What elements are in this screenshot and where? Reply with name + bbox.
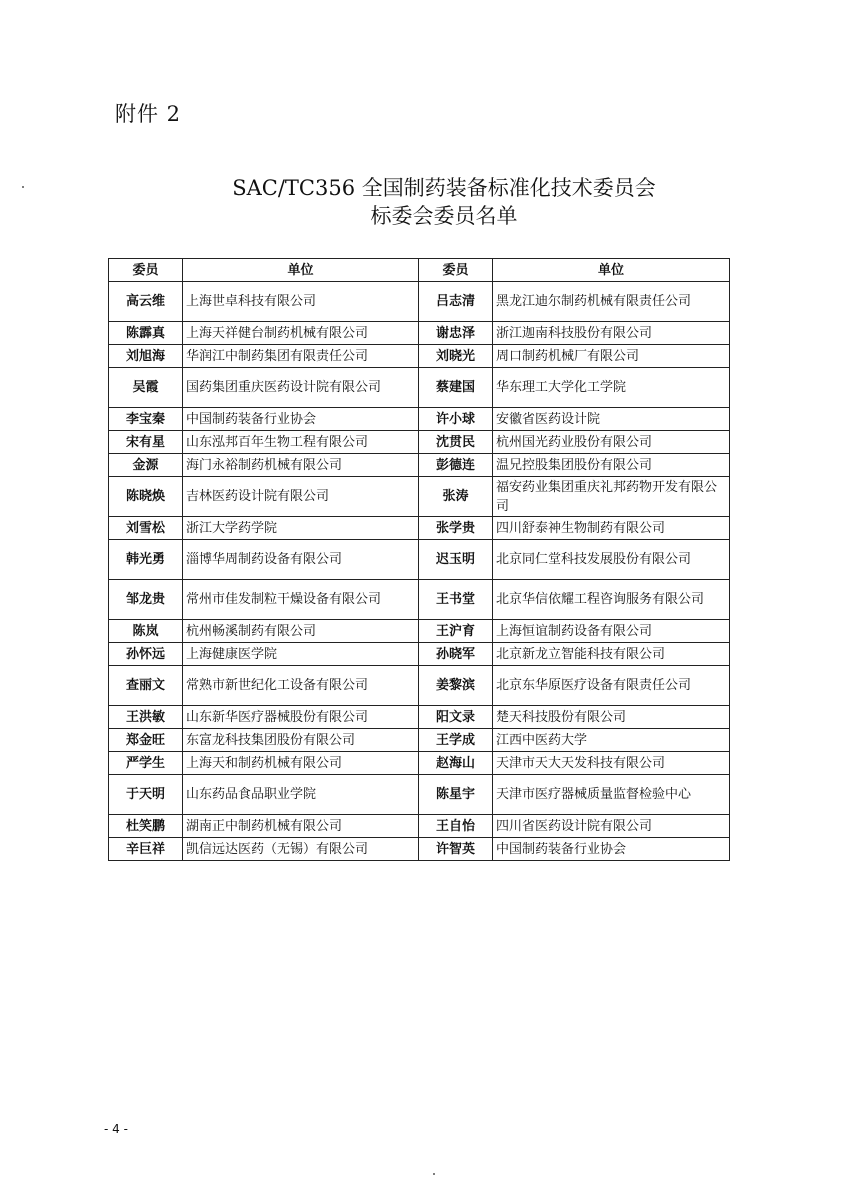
scan-speck: [433, 1173, 435, 1175]
table-row: [109, 540, 730, 580]
table-row: [109, 666, 730, 706]
member-name: 刘旭海: [109, 345, 183, 368]
member-name: 蔡建国: [419, 368, 493, 408]
member-name: 王洪敏: [109, 706, 183, 729]
member-name: 严学生: [109, 752, 183, 775]
member-name: 吕志清: [419, 282, 493, 322]
member-unit: 华润江中制药集团有限责任公司: [183, 345, 419, 368]
table-row: [109, 322, 730, 345]
member-unit: 温兄控股集团股份有限公司: [493, 454, 730, 477]
member-unit: 安徽省医药设计院: [493, 408, 730, 431]
member-unit: 常州市佳发制粒干燥设备有限公司: [183, 580, 419, 620]
member-name: 赵海山: [419, 752, 493, 775]
member-unit: 浙江大学药学院: [183, 517, 419, 540]
table-row: [109, 431, 730, 454]
member-name: 迟玉明: [419, 540, 493, 580]
member-name: 邹龙贵: [109, 580, 183, 620]
member-unit: 东富龙科技集团股份有限公司: [183, 729, 419, 752]
member-name: 宋有星: [109, 431, 183, 454]
member-name: 阳文录: [419, 706, 493, 729]
member-name: 孙怀远: [109, 643, 183, 666]
member-name: 李宝秦: [109, 408, 183, 431]
page-number: - 4 -: [104, 1122, 128, 1136]
table-row: [109, 729, 730, 752]
table-row: [109, 368, 730, 408]
member-unit: 北京东华原医疗设备有限责任公司: [493, 666, 730, 706]
table-row: [109, 282, 730, 322]
member-name: 陈岚: [109, 620, 183, 643]
member-name: 刘雪松: [109, 517, 183, 540]
table-row: [109, 408, 730, 431]
member-name: 吴霞: [109, 368, 183, 408]
member-unit: 上海健康医学院: [183, 643, 419, 666]
member-unit: 周口制药机械厂有限公司: [493, 345, 730, 368]
member-unit: 浙江迦南科技股份有限公司: [493, 322, 730, 345]
member-unit: 天津市天大天发科技有限公司: [493, 752, 730, 775]
member-name: 姜黎滨: [419, 666, 493, 706]
member-unit: 上海天祥健台制药机械有限公司: [183, 322, 419, 345]
header-member-2: 委员: [419, 259, 493, 282]
table-row: [109, 345, 730, 368]
member-unit: 吉林医药设计院有限公司: [183, 477, 419, 517]
attachment-label: 附件 2: [115, 102, 182, 126]
member-name: 张涛: [419, 477, 493, 517]
member-name: 陈霹真: [109, 322, 183, 345]
member-name: 杜笑鹏: [109, 815, 183, 838]
member-name: 王沪育: [419, 620, 493, 643]
member-name: 韩光勇: [109, 540, 183, 580]
member-unit: 湖南正中制药机械有限公司: [183, 815, 419, 838]
title-line-2: 标委会委员名单: [370, 204, 518, 228]
member-unit: 北京华信依耀工程咨询服务有限公司: [493, 580, 730, 620]
member-unit: 上海天和制药机械有限公司: [183, 752, 419, 775]
member-name: 陈晓焕: [109, 477, 183, 517]
member-name: 彭德连: [419, 454, 493, 477]
member-name: 刘晓光: [419, 345, 493, 368]
member-name: 辛巨祥: [109, 838, 183, 861]
header-member-1: 委员: [109, 259, 183, 282]
member-unit: 黑龙江迪尔制药机械有限责任公司: [493, 282, 730, 322]
table-header-row: [109, 259, 730, 282]
table-row: [109, 815, 730, 838]
member-unit: 杭州畅溪制药有限公司: [183, 620, 419, 643]
member-unit: 中国制药装备行业协会: [183, 408, 419, 431]
member-name: 谢忠泽: [419, 322, 493, 345]
member-unit: 淄博华周制药设备有限公司: [183, 540, 419, 580]
header-unit-2: 单位: [493, 259, 730, 282]
member-name: 张学贵: [419, 517, 493, 540]
table-row: [109, 706, 730, 729]
member-unit: 北京新龙立智能科技有限公司: [493, 643, 730, 666]
table-row: [109, 517, 730, 540]
member-unit: 杭州国光药业股份有限公司: [493, 431, 730, 454]
table-row: [109, 454, 730, 477]
table-row: [109, 752, 730, 775]
member-name: 许小球: [419, 408, 493, 431]
table-row: [109, 643, 730, 666]
member-name: 郑金旺: [109, 729, 183, 752]
member-unit: 山东药品食品职业学院: [183, 775, 419, 815]
member-name: 高云维: [109, 282, 183, 322]
member-unit: 海门永裕制药机械有限公司: [183, 454, 419, 477]
table-row: [109, 775, 730, 815]
member-name: 孙晓军: [419, 643, 493, 666]
member-name: 王自怡: [419, 815, 493, 838]
member-unit: 常熟市新世纪化工设备有限公司: [183, 666, 419, 706]
member-unit: 福安药业集团重庆礼邦药物开发有限公司: [493, 477, 730, 517]
member-unit: 四川舒泰神生物制药有限公司: [493, 517, 730, 540]
member-unit: 山东新华医疗器械股份有限公司: [183, 706, 419, 729]
member-name: 王学成: [419, 729, 493, 752]
scan-speck: [22, 186, 24, 188]
member-name: 王书堂: [419, 580, 493, 620]
member-name: 查丽文: [109, 666, 183, 706]
member-unit: 上海世卓科技有限公司: [183, 282, 419, 322]
member-unit: 天津市医疗器械质量监督检验中心: [493, 775, 730, 815]
member-unit: 四川省医药设计院有限公司: [493, 815, 730, 838]
table-row: [109, 838, 730, 861]
table-row: [109, 477, 730, 517]
member-name: 许智英: [419, 838, 493, 861]
member-unit: 华东理工大学化工学院: [493, 368, 730, 408]
member-unit: 山东泓邦百年生物工程有限公司: [183, 431, 419, 454]
member-name: 陈星宇: [419, 775, 493, 815]
member-name: 于天明: [109, 775, 183, 815]
member-unit: 楚天科技股份有限公司: [493, 706, 730, 729]
member-unit: 江西中医药大学: [493, 729, 730, 752]
member-unit: 中国制药装备行业协会: [493, 838, 730, 861]
member-unit: 上海恒谊制药设备有限公司: [493, 620, 730, 643]
title-line-1: SAC/TC356 全国制药装备标准化技术委员会: [232, 176, 656, 200]
member-unit: 凯信远达医药（无锡）有限公司: [183, 838, 419, 861]
member-name: 金源: [109, 454, 183, 477]
table-row: [109, 580, 730, 620]
header-unit-1: 单位: [183, 259, 419, 282]
member-table: [108, 258, 730, 861]
member-unit: 国药集团重庆医药设计院有限公司: [183, 368, 419, 408]
document-title: [0, 174, 858, 230]
table-row: [109, 620, 730, 643]
member-name: 沈贯民: [419, 431, 493, 454]
member-unit: 北京同仁堂科技发展股份有限公司: [493, 540, 730, 580]
